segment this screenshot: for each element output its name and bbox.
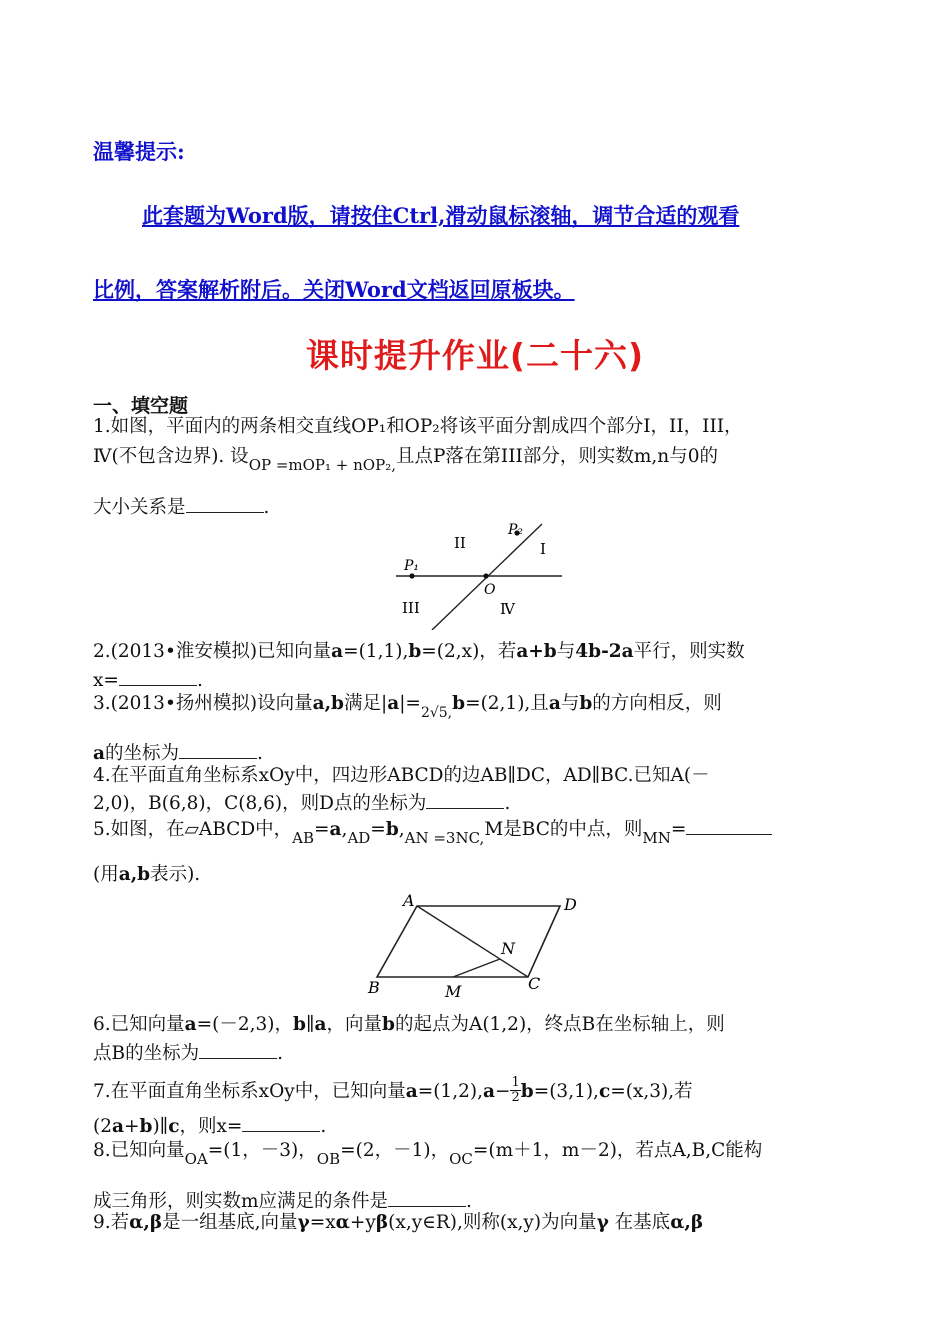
q8-text-a: 8.已知向量	[93, 1140, 185, 1161]
q7-text-f: )∥	[152, 1116, 169, 1137]
q4-line-2	[93, 792, 510, 814]
q3-text-g: 的坐标为	[105, 743, 180, 764]
q7-answer-blank[interactable]	[242, 1115, 320, 1132]
region-1: I	[540, 540, 546, 558]
tip-line-1[interactable]: 此套题为Word版，请按住Ctrl,滑动鼠标滚轴，调节合适的观看	[142, 203, 740, 228]
q7-frac-num: 1	[511, 1075, 520, 1090]
q9-text-d: +y	[349, 1212, 376, 1233]
q6-period: .	[277, 1043, 283, 1064]
label-o: O	[484, 582, 496, 598]
q3-root: 2√5,	[420, 705, 453, 721]
q9-text-e: (x,y∈R),则称(x,y)为向量	[388, 1212, 597, 1233]
q7-vec-c: c	[598, 1081, 611, 1103]
q2-text-e: 平行，则实数	[633, 641, 745, 662]
q9-text-b: 是一组基底,向量	[162, 1212, 298, 1233]
q6-text-a: 6.已知向量	[93, 1014, 185, 1035]
q4-text: 2,0)，B(6,8)，C(8,6)，则D点的坐标为	[93, 793, 427, 814]
q9-text-f: 在基底	[608, 1212, 671, 1233]
q9-gamma-2: γ	[596, 1212, 609, 1233]
q7-vec-a: a	[405, 1081, 418, 1103]
q8-period: .	[466, 1191, 472, 1212]
q5-vec-an: AN =3NC,	[404, 829, 485, 847]
tip-title: 温馨提示:	[93, 139, 185, 164]
q4-line-1: 4.在平面直角坐标系xOy中，四边形ABCD的边AB∥DC，AD∥BC.已知A(－	[93, 765, 710, 786]
q8-text-b: =(1，－3)，	[207, 1140, 317, 1161]
q2-vec-b: b	[408, 641, 422, 662]
section-heading: 一、填空题	[93, 395, 189, 417]
q7-minus: −	[494, 1081, 511, 1103]
q2-text-a: 2.(2013•淮安模拟)已知向量	[93, 641, 332, 662]
q2-line-1	[93, 643, 745, 662]
q7-text-c: =(3,1),	[533, 1081, 599, 1103]
q8-line-1	[93, 1140, 763, 1168]
q5-vecs: a,b	[118, 864, 151, 885]
q1-answer-blank[interactable]	[186, 496, 264, 513]
q6-text-c: ∥	[305, 1014, 315, 1035]
label-d: D	[564, 895, 577, 914]
q3-line-2	[93, 742, 263, 764]
q7-text-e: (2	[93, 1116, 112, 1137]
q9-alpha: α	[335, 1212, 350, 1233]
q5-text-b: M是BC的中点，则	[484, 819, 643, 840]
q1-line-1: 1.如图，平面内的两条相交直线OP₁和OP₂将该平面分割成四个部分I，II，III，	[93, 416, 743, 437]
q7-period: .	[320, 1116, 327, 1137]
segment-mn	[453, 959, 500, 977]
q9-text-c: =x	[309, 1212, 336, 1233]
q2-period: .	[196, 670, 203, 691]
q6-line-1	[93, 1016, 725, 1035]
region-4: Ⅳ	[500, 600, 515, 618]
q7-fraction	[510, 1076, 520, 1104]
q2-answer-blank[interactable]	[119, 669, 197, 686]
q6-text-d: ，向量	[326, 1014, 383, 1035]
label-b: B	[368, 978, 380, 997]
q7-line-2	[93, 1115, 326, 1137]
q5-comma-2: ,	[398, 819, 405, 840]
parallelogram-abcd	[377, 906, 560, 977]
q5-text-c: (用	[93, 864, 119, 885]
q2-line-2	[93, 669, 203, 691]
q5-text-a: 5.如图，在▱ABCD中，	[93, 819, 293, 840]
q1-text-c: 大小关系是	[93, 497, 186, 518]
q5-comma-1: ,	[341, 819, 348, 840]
q5-answer-blank[interactable]	[686, 818, 772, 835]
region-3: III	[402, 599, 420, 617]
q1-line-2	[93, 446, 718, 474]
figure-parallelogram	[365, 890, 585, 1002]
q3-text-b: 满足|	[343, 693, 388, 714]
q5-vec-ad: AD	[347, 829, 371, 847]
q8-vec-ob: OB	[316, 1150, 341, 1168]
q1-line-3	[93, 496, 269, 518]
q3-vec-a3: a	[93, 743, 105, 764]
q3-text-c: |=	[399, 693, 421, 714]
q1-period: .	[263, 497, 270, 518]
q6-text-b: =(－2,3)，	[196, 1014, 294, 1035]
q6-text-e: 的起点为A(1,2)，终点B在坐标轴上，则	[394, 1014, 725, 1035]
q5-vec-ab: AB	[292, 829, 315, 847]
q6-vec-b: b	[293, 1014, 306, 1035]
q3-text-d: =(2,1),且	[465, 693, 549, 714]
q6-vec-b2: b	[382, 1014, 395, 1035]
q7-text-d: =(x,3),若	[610, 1081, 693, 1103]
q6-vec-a2: a	[314, 1014, 327, 1035]
point-o	[483, 573, 488, 578]
q8-text-d: =(m＋1，m－2)，若点A,B,C能构	[472, 1140, 763, 1161]
tip-line-2[interactable]: 比例，答案解析附后。关闭Word文档返回原板块。	[93, 277, 575, 302]
q6-answer-blank[interactable]	[199, 1042, 277, 1059]
q5-vec-a: a	[329, 819, 342, 840]
q7-line-1	[93, 1075, 693, 1106]
label-m: M	[445, 982, 462, 1001]
q7-text-g: ，则x=	[179, 1116, 243, 1137]
q7-vec-b2: b	[139, 1116, 153, 1137]
label-p2: P₂	[508, 522, 524, 538]
q1-text-b: 且点P落在第III部分，则实数m,n与0的	[395, 446, 718, 467]
q8-answer-blank[interactable]	[388, 1190, 466, 1207]
q9-text-a: 9.若	[93, 1212, 130, 1233]
q9-beta: β	[375, 1212, 389, 1233]
q5-line-1	[93, 818, 772, 847]
q3-text-f: 的方向相反，则	[592, 693, 722, 714]
q8-vec-oa: OA	[184, 1150, 208, 1168]
q6-text-f: 点B的坐标为	[93, 1043, 200, 1064]
label-a: A	[403, 891, 415, 910]
page-title: 课时提升作业(二十六)	[305, 336, 645, 375]
q5-vec-b: b	[385, 819, 399, 840]
q5-eq: =	[670, 819, 687, 840]
q7-vec-b: b	[520, 1081, 534, 1103]
q2-text-c: =(2,x)，若	[421, 641, 517, 662]
q9-basis-2: α,β	[670, 1212, 704, 1233]
q8-text-e: 成三角形，则实数m应满足的条件是	[93, 1191, 389, 1212]
q2-text-f: x=	[93, 670, 119, 691]
q8-line-2	[93, 1190, 472, 1212]
q3-vec-a: a	[387, 693, 400, 714]
q3-period: .	[257, 743, 263, 764]
q8-vec-oc: OC	[449, 1150, 473, 1168]
label-c: C	[528, 974, 541, 993]
q3-vec-a2: a	[548, 693, 561, 714]
label-n: N	[501, 939, 515, 958]
q4-answer-blank[interactable]	[426, 792, 504, 809]
q7-text-b: =(1,2),	[417, 1081, 483, 1103]
q6-line-2	[93, 1042, 283, 1064]
q2-sum: a+b	[516, 641, 557, 662]
q4-period: .	[504, 793, 511, 814]
q7-vec-a2: a	[482, 1081, 495, 1103]
q2-vec-a: a	[331, 641, 344, 662]
q3-text-e: 与	[560, 693, 580, 714]
q6-vec-a: a	[184, 1014, 197, 1035]
q7-vec-c2: c	[168, 1116, 180, 1137]
q3-answer-blank[interactable]	[179, 742, 257, 759]
label-p1: P₁	[404, 558, 420, 574]
q3-vec-b2: b	[579, 693, 593, 714]
q9-gamma: γ	[297, 1212, 310, 1233]
q8-text-c: =(2，－1)，	[340, 1140, 450, 1161]
q9-line-1	[93, 1214, 703, 1233]
q5-line-2	[93, 866, 200, 885]
q5-vec-mn: MN	[642, 829, 671, 847]
q1-text-a: Ⅳ(不包含边界). 设	[93, 446, 249, 467]
q5-eq-a: =	[314, 819, 330, 840]
q7-frac-den: 2	[511, 1089, 520, 1105]
q5-text-d: 表示).	[150, 864, 201, 885]
q7-plus: +	[124, 1116, 140, 1137]
q3-line-1	[93, 693, 722, 721]
q1-vector-expr: OP =mOP₁ + nOP₂,	[248, 456, 396, 474]
figure-intersecting-lines	[390, 518, 565, 630]
q7-vec-a3: a	[112, 1116, 124, 1137]
q3-vec-b: b	[452, 693, 466, 714]
point-p1	[409, 573, 414, 578]
q2-diff: 4b-2a	[575, 641, 634, 662]
region-2: II	[454, 534, 466, 552]
q3-vecs: a,b	[312, 693, 344, 714]
q7-text-a: 7.在平面直角坐标系xOy中，已知向量	[93, 1081, 406, 1103]
q5-eq-b: =	[370, 819, 386, 840]
q2-text-b: =(1,1),	[343, 641, 409, 662]
q9-basis: α,β	[129, 1212, 163, 1233]
q3-text-a: 3.(2013•扬州模拟)设向量	[93, 693, 313, 714]
q2-text-d: 与	[556, 641, 576, 662]
